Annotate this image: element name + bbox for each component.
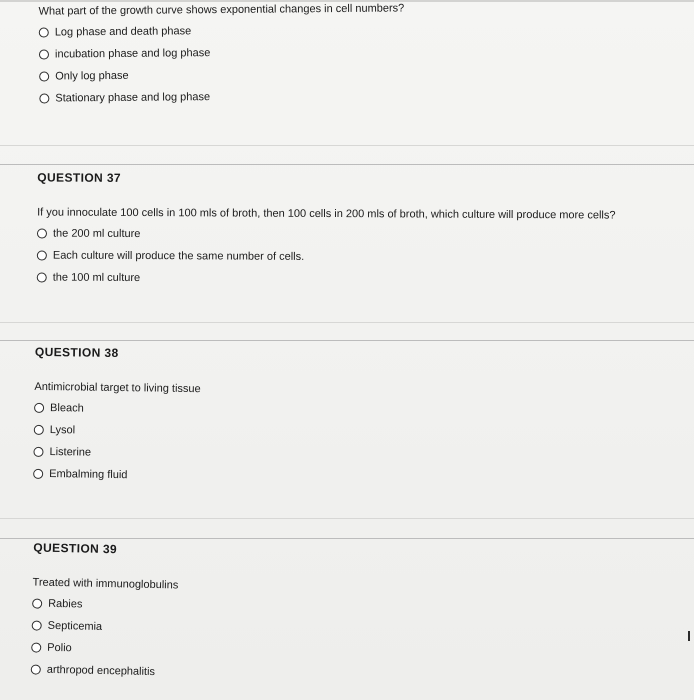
question-39 bbox=[31, 540, 180, 683]
question-38-option-4[interactable] bbox=[33, 463, 200, 487]
option-label: incubation phase and log phase bbox=[54, 47, 211, 61]
radio-button[interactable] bbox=[34, 425, 44, 435]
option-label: Rabies bbox=[48, 597, 83, 611]
radio-button[interactable] bbox=[37, 250, 47, 260]
radio-button[interactable] bbox=[33, 469, 43, 479]
top-divider bbox=[0, 0, 694, 2]
option-label: Bleach bbox=[50, 402, 84, 415]
question-39-options bbox=[31, 592, 179, 683]
separator-line bbox=[0, 538, 694, 539]
question-36-option-3[interactable] bbox=[39, 62, 405, 87]
question-38-heading: QUESTION 38 bbox=[34, 344, 119, 361]
radio-button[interactable] bbox=[39, 94, 49, 104]
option-label: the 200 ml culture bbox=[52, 227, 141, 241]
separator-line bbox=[0, 322, 694, 323]
separator-line bbox=[0, 518, 694, 519]
question-38-text: Antimicrobial target to living tissue bbox=[34, 380, 201, 396]
radio-button[interactable] bbox=[32, 620, 42, 630]
question-37 bbox=[37, 170, 616, 291]
question-38-option-3[interactable] bbox=[33, 441, 200, 465]
question-36-option-4[interactable] bbox=[39, 84, 405, 109]
question-37-option-1[interactable] bbox=[37, 222, 616, 247]
question-38-option-2[interactable] bbox=[34, 419, 201, 443]
question-38-option-1[interactable] bbox=[34, 397, 201, 421]
radio-button[interactable] bbox=[31, 642, 41, 652]
option-label: Stationary phase and log phase bbox=[55, 91, 211, 105]
separator-line bbox=[0, 340, 694, 341]
question-37-option-3[interactable] bbox=[37, 266, 616, 291]
radio-button[interactable] bbox=[39, 50, 49, 60]
radio-button[interactable] bbox=[34, 403, 44, 413]
question-37-options bbox=[37, 222, 616, 291]
radio-button[interactable] bbox=[32, 598, 42, 608]
question-38-options bbox=[33, 397, 201, 487]
option-label: Polio bbox=[47, 641, 72, 655]
question-37-heading: QUESTION 37 bbox=[37, 170, 122, 185]
option-label: the 100 ml culture bbox=[52, 271, 141, 285]
option-label: Only log phase bbox=[55, 69, 129, 83]
edge-mark bbox=[688, 631, 690, 641]
question-39-heading: QUESTION 39 bbox=[33, 540, 118, 557]
question-36-options bbox=[39, 18, 405, 109]
option-label: Septicemia bbox=[47, 619, 103, 633]
separator-line bbox=[0, 145, 694, 146]
question-37-option-2[interactable] bbox=[37, 244, 616, 269]
question-39-option-1[interactable] bbox=[32, 592, 178, 617]
question-39-option-2[interactable] bbox=[31, 614, 177, 639]
radio-button[interactable] bbox=[33, 447, 43, 457]
radio-button[interactable] bbox=[37, 272, 47, 282]
option-label: Each culture will produce the same number of cells. bbox=[52, 249, 305, 263]
question-38 bbox=[33, 345, 201, 487]
radio-button[interactable] bbox=[37, 228, 47, 238]
option-label: arthropod encephalitis bbox=[46, 663, 156, 679]
option-label: Log phase and death phase bbox=[54, 25, 192, 39]
question-39-text: Treated with immunoglobulins bbox=[32, 576, 179, 592]
option-label: Listerine bbox=[49, 446, 92, 459]
question-36-option-2[interactable] bbox=[39, 40, 405, 65]
question-37-text: If you innoculate 100 cells in 100 mls of broth, then 100 cells in 200 mls of broth, which culture will produce more cells? bbox=[37, 206, 616, 222]
radio-button[interactable] bbox=[39, 72, 49, 82]
option-label: Lysol bbox=[49, 424, 76, 437]
question-36 bbox=[39, 2, 406, 109]
separator-line bbox=[0, 164, 694, 165]
question-36-text: What part of the growth curve shows exponential changes in cell numbers? bbox=[38, 2, 405, 18]
question-39-option-3[interactable] bbox=[31, 636, 177, 661]
radio-button[interactable] bbox=[31, 664, 41, 674]
question-36-option-1[interactable] bbox=[39, 18, 405, 43]
option-label: Embalming fluid bbox=[49, 468, 128, 482]
question-39-option-4[interactable] bbox=[31, 658, 177, 683]
radio-button[interactable] bbox=[39, 28, 49, 38]
